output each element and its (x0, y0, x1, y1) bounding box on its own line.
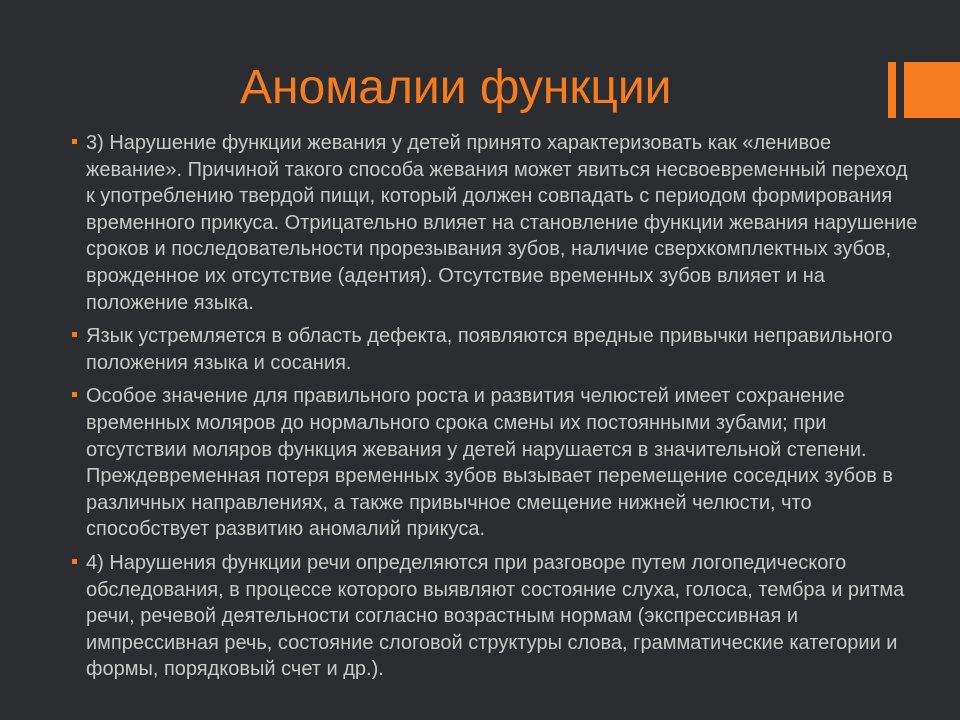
bullet-text: Язык устремляется в область дефекта, появляются вредные привычки неправильного положения языка и сосания. (86, 325, 893, 374)
bullet-square-icon (72, 332, 77, 337)
bullet-text: 4) Нарушения функции речи определяются при разговоре путем логопедического обследования, в процессе которого выявляют состояние слуха, голоса, тембра и ритма речи, речевой деятельности согласно возрастным нормам (экспрессивная и импрессивная речь, состояние слоговой структуры слова, грамматические категории и формы, порядковый счет и др.). (86, 551, 905, 681)
accent-bar-thick (904, 62, 960, 118)
bullet-item (70, 323, 920, 376)
bullet-square-icon (72, 139, 77, 144)
bullet-item (70, 130, 920, 316)
bullet-text: 3) Нарушение функции жевания у детей принято характеризовать как «ленивое жевание». Причиной такого способа жевания может явиться несвоевременный переход к употреблению твердой пищи, который должен совпадать с периодом формирования временного прикуса. Отрицательно влияет на становление функции жевания нарушение сроков и последовательности прорезывания зубов, наличие сверхкомплектных зубов, врожденное их отсутствие (адентия). Отсутствие временных зубов влияет и на положение языка. (86, 132, 918, 314)
bullet-item (70, 550, 920, 683)
accent-bar-thin (888, 62, 896, 118)
bullet-square-icon (72, 392, 77, 397)
bullet-square-icon (72, 559, 77, 564)
bullet-item (70, 383, 920, 543)
slide-title: Аномалии функции (240, 61, 672, 114)
bullet-text: Особое значение для правильного роста и развития челюстей имеет сохранение временных моляров до нормального срока смены их постоянными зубами; при отсутствии моляров функция жевания у детей нарушается в значительной степени. Преждевременная потеря временных зубов вызывает перемещение соседних зубов в различных направлениях, а также привычное смещение нижней челюсти, что способствует развитию аномалий прикуса. (86, 385, 894, 541)
bullet-list (70, 130, 920, 690)
